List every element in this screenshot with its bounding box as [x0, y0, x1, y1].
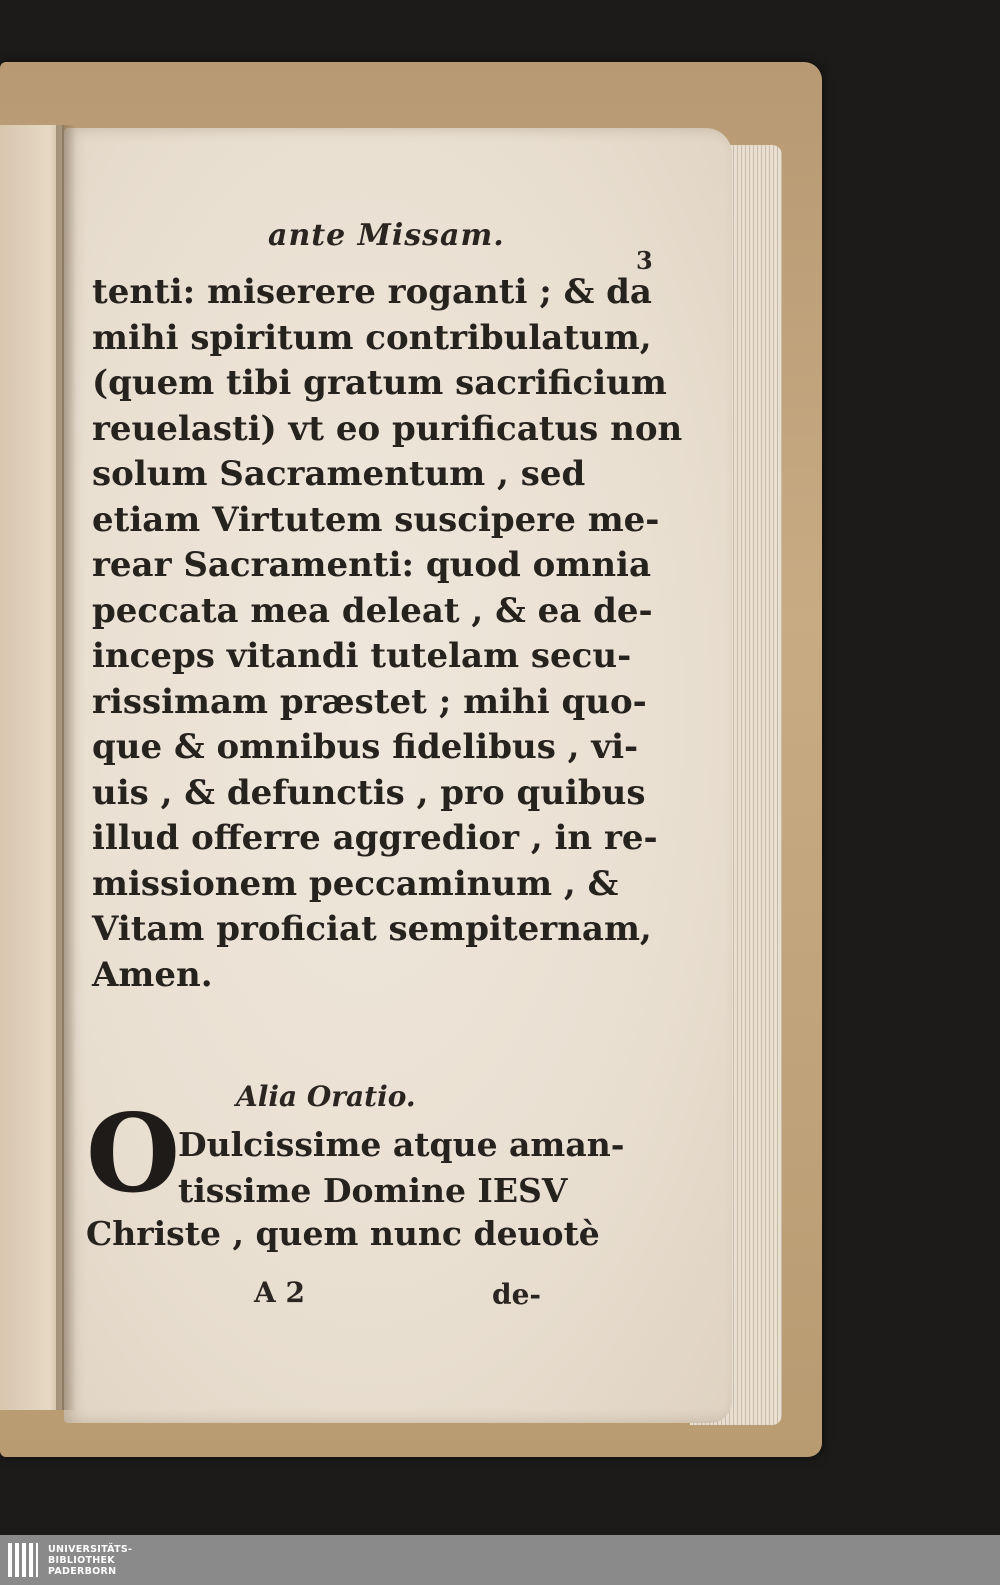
text-line: solum Sacramentum , sed: [92, 454, 586, 494]
page-number: 3: [636, 246, 653, 275]
left-page-edge: [0, 125, 64, 1410]
prayer-text: [178, 1122, 625, 1214]
text-line: Vitam proficiat sempiternam,: [92, 909, 652, 949]
text-line: peccata mea deleat , & ea de-: [92, 590, 653, 631]
text-line: tenti: miserere roganti ; & da: [92, 272, 652, 312]
text-line: inceps vitandi tutelam secu-: [92, 636, 632, 676]
text-line: (quem tibi gratum sacrificium: [92, 363, 667, 403]
signature-mark: A 2: [254, 1276, 305, 1309]
text-line: rear Sacramenti: quod omnia: [92, 545, 651, 585]
catchword: de-: [492, 1278, 542, 1311]
library-name-line: BIBLIOTHEK: [48, 1554, 115, 1566]
text-line: mihi spiritum contribulatum,: [92, 317, 652, 358]
university-library-logo-icon: [8, 1543, 38, 1577]
text-line: etiam Virtutem suscipere me-: [92, 499, 660, 540]
text-line: Amen.: [92, 954, 213, 995]
text-line: tissime Domine IESV: [178, 1171, 568, 1210]
gutter-shadow: [56, 125, 76, 1410]
library-footer: [0, 1535, 1000, 1585]
text-line: reuelasti) vt eo purificatus non: [92, 408, 683, 449]
text-line: illud offerre aggredior , in re-: [92, 818, 658, 858]
library-name-line: UNIVERSITÄTS-: [48, 1543, 133, 1555]
library-name-line: PADERBORN: [48, 1565, 117, 1577]
body-text: [92, 270, 683, 998]
text-line: que & omnibus fidelibus , vi-: [92, 727, 639, 767]
text-line: uis , & defunctis , pro quibus: [92, 772, 646, 813]
prayer-last-line: Christe , quem nunc deuotè: [86, 1214, 600, 1253]
section-heading: Alia Oratio.: [236, 1080, 416, 1113]
text-line: rissimam præstet ; mihi quo-: [92, 681, 647, 722]
text-line: missionem peccaminum , &: [92, 863, 619, 904]
drop-cap: O: [86, 1091, 181, 1217]
text-line: Dulcissime atque aman-: [178, 1125, 625, 1164]
library-name: [48, 1544, 132, 1577]
running-head: ante Missam.: [268, 218, 505, 253]
